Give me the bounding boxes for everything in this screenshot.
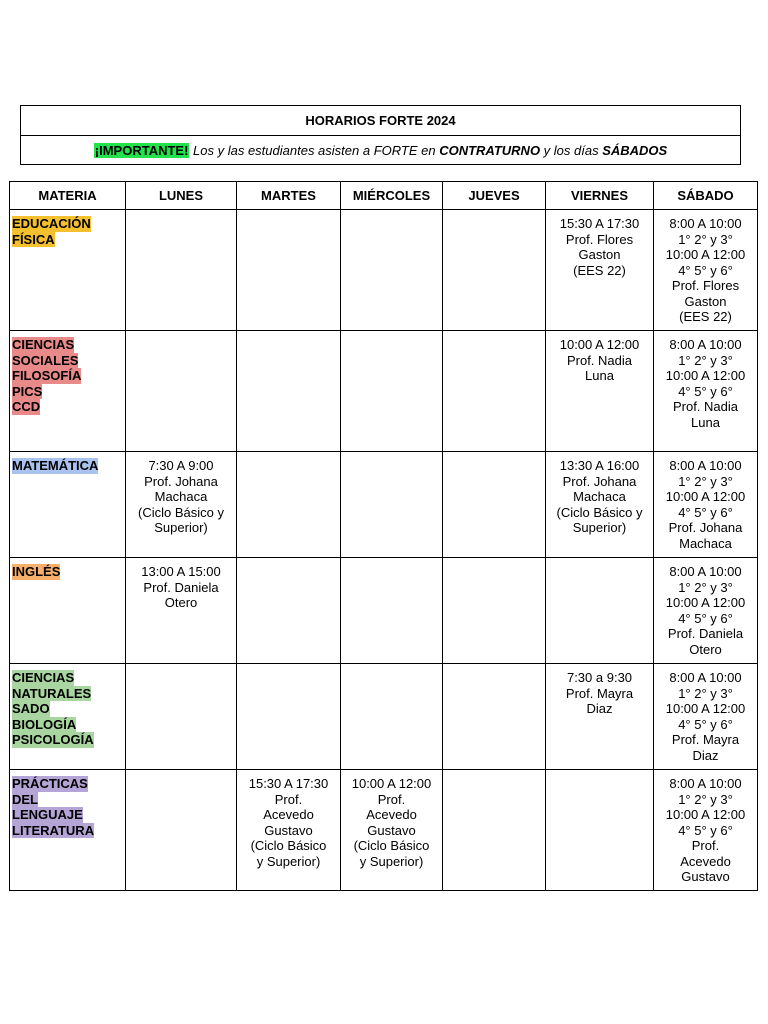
schedule-cell-lunes	[126, 558, 237, 664]
schedule-text: Gustavo	[367, 822, 416, 838]
schedule-cell-sabado	[654, 664, 758, 770]
schedule-text: 13:30 A 16:00	[559, 458, 640, 473]
schedule-text: 4° 5° y 6°	[678, 822, 733, 838]
schedule-text: 8:00 A 10:00	[669, 776, 742, 791]
schedule-cell-miercoles	[341, 331, 443, 452]
column-header-viernes: VIERNES	[546, 182, 654, 210]
schedule-text: 10:00 A 12:00	[665, 595, 746, 610]
schedule-text: Prof. Daniela	[143, 579, 219, 595]
schedule-text: Prof. Nadia	[672, 399, 739, 414]
schedule-text: 4° 5° y 6°	[678, 610, 733, 626]
schedule-text: 8:00 A 10:00	[669, 337, 742, 352]
schedule-text: 10:00 A 12:00	[665, 701, 746, 716]
subject-cell	[10, 770, 126, 891]
schedule-text: Machaca	[679, 535, 732, 551]
subject-label: PRÁCTICAS	[12, 776, 88, 791]
schedule-text: Diaz	[586, 701, 613, 716]
subject-label: PSICOLOGÍA	[12, 732, 94, 747]
schedule-cell-sabado	[654, 770, 758, 891]
table-row	[10, 770, 758, 891]
schedule-text: Machaca	[154, 489, 208, 504]
subject-label: INGLÉS	[12, 564, 61, 579]
schedule-text: Prof. Daniela	[667, 626, 744, 641]
schedule-text: 15:30 A 17:30	[248, 776, 329, 791]
schedule-text: 4° 5° y 6°	[678, 383, 733, 399]
schedule-cell-viernes	[546, 331, 654, 452]
schedule-text: 4° 5° y 6°	[678, 504, 733, 520]
schedule-cell-viernes	[546, 452, 654, 558]
schedule-text: Gustavo	[264, 822, 313, 838]
schedule-text: 10:00 A 12:00	[665, 247, 746, 262]
subject-cell	[10, 664, 126, 770]
column-header-lunes: LUNES	[126, 182, 237, 210]
subject-cell	[10, 331, 126, 452]
note-text-1: Los y las estudiantes asisten a FORTE en	[189, 142, 440, 158]
schedule-text: Luna	[691, 414, 720, 430]
subject-cell	[10, 452, 126, 558]
subject-label: SADO	[12, 701, 50, 716]
schedule-cell-miercoles	[341, 558, 443, 664]
schedule-cell-martes	[237, 664, 341, 770]
column-header-martes: MARTES	[237, 182, 341, 210]
table-row	[10, 210, 758, 331]
schedule-text: 4° 5° y 6°	[678, 716, 733, 732]
schedule-text: Prof. Johana	[144, 473, 218, 489]
schedule-text: 8:00 A 10:00	[669, 564, 742, 579]
schedule-cell-miercoles	[341, 452, 443, 558]
schedule-cell-lunes	[126, 331, 237, 452]
schedule-text: Prof.	[274, 791, 303, 807]
schedule-text: 4° 5° y 6°	[678, 262, 733, 278]
schedule-text: (EES 22)	[573, 262, 626, 278]
schedule-text: Prof. Mayra	[671, 732, 740, 747]
note-text-2: y los días	[540, 142, 603, 158]
schedule-cell-martes	[237, 558, 341, 664]
schedule-cell-lunes	[126, 210, 237, 331]
schedule-text: Machaca	[573, 489, 626, 504]
schedule-cell-viernes	[546, 770, 654, 891]
subject-label: CIENCIAS	[12, 670, 75, 685]
subject-label: LITERATURA	[12, 822, 95, 838]
column-header-jueves: JUEVES	[443, 182, 546, 210]
subject-cell	[10, 210, 126, 331]
schedule-text: (EES 22)	[679, 309, 732, 324]
schedule-cell-miercoles	[341, 210, 443, 331]
schedule-text: Superior)	[154, 520, 208, 535]
schedule-text: 8:00 A 10:00	[669, 670, 742, 685]
schedule-text: Acevedo	[680, 853, 731, 869]
schedule-text: y Superior)	[359, 853, 424, 869]
schedule-text: Otero	[164, 595, 198, 610]
schedule-text: Prof. Johana	[668, 520, 743, 535]
schedule-cell-martes	[237, 331, 341, 452]
schedule-text: 1° 2° y 3°	[678, 791, 733, 807]
schedule-text: Prof.	[377, 791, 406, 807]
schedule-text: Prof. Johana	[562, 473, 637, 489]
subject-label: CCD	[12, 399, 41, 414]
schedule-text: Gustavo	[681, 869, 730, 884]
schedule-text: Prof.	[691, 838, 720, 853]
schedule-text: Acevedo	[366, 807, 417, 822]
subject-label: PICS	[12, 383, 43, 399]
schedule-text: 1° 2° y 3°	[678, 685, 733, 701]
schedule-table	[9, 181, 758, 891]
header-box	[20, 105, 741, 165]
schedule-text: Diaz	[692, 747, 719, 763]
schedule-text: Prof. Nadia	[566, 352, 633, 368]
important-note	[21, 136, 740, 164]
table-row	[10, 664, 758, 770]
table-row	[10, 452, 758, 558]
subject-label: EDUCACIÓN	[12, 216, 91, 231]
schedule-text: 7:30 A 9:00	[148, 458, 214, 473]
schedule-text: (Ciclo Básico y	[138, 504, 224, 520]
schedule-cell-lunes	[126, 664, 237, 770]
subject-label: NATURALES	[12, 685, 92, 701]
schedule-text: Superior)	[572, 520, 627, 535]
schedule-cell-jueves	[443, 664, 546, 770]
schedule-text: Luna	[585, 368, 614, 383]
schedule-cell-sabado	[654, 558, 758, 664]
schedule-text: Gaston	[578, 247, 621, 262]
schedule-cell-sabado	[654, 452, 758, 558]
schedule-cell-jueves	[443, 210, 546, 331]
schedule-text: Otero	[689, 641, 722, 657]
schedule-text: Prof. Flores	[565, 231, 634, 247]
schedule-text: 10:00 A 12:00	[665, 368, 746, 383]
schedule-text: (Ciclo Básico y	[556, 504, 643, 520]
subject-label: CIENCIAS	[12, 337, 75, 352]
schedule-text: 10:00 A 12:00	[559, 337, 640, 352]
schedule-cell-miercoles	[341, 664, 443, 770]
schedule-text: 8:00 A 10:00	[669, 216, 742, 231]
schedule-cell-sabado	[654, 210, 758, 331]
schedule-cell-martes	[237, 770, 341, 891]
note-emphasis-sabados: SÁBADOS	[602, 142, 668, 158]
column-header-sabado: SÁBADO	[654, 182, 758, 210]
schedule-cell-martes	[237, 452, 341, 558]
schedule-cell-viernes	[546, 210, 654, 331]
schedule-text: Prof. Mayra	[565, 685, 634, 701]
table-row	[10, 331, 758, 452]
schedule-cell-jueves	[443, 331, 546, 452]
subject-label: DEL	[12, 791, 38, 807]
schedule-cell-jueves	[443, 558, 546, 664]
schedule-text: (Ciclo Básico	[250, 838, 327, 853]
schedule-text: 10:00 A 12:00	[351, 776, 432, 791]
schedule-text: 7:30 a 9:30	[566, 670, 633, 685]
subject-label: FÍSICA	[12, 231, 55, 247]
schedule-cell-viernes	[546, 664, 654, 770]
subject-label: SOCIALES	[12, 352, 79, 368]
schedule-text: Prof. Flores	[671, 278, 740, 293]
schedule-cell-lunes	[126, 452, 237, 558]
table-row	[10, 558, 758, 664]
schedule-text: 15:30 A 17:30	[559, 216, 640, 231]
subject-label: BIOLOGÍA	[12, 716, 77, 732]
schedule-text: y Superior)	[256, 853, 321, 869]
schedule-text: 1° 2° y 3°	[678, 352, 733, 368]
schedule-cell-jueves	[443, 770, 546, 891]
schedule-text: Acevedo	[263, 807, 314, 822]
schedule-cell-martes	[237, 210, 341, 331]
subject-label: FILOSOFÍA	[12, 368, 82, 383]
schedule-text: 1° 2° y 3°	[678, 231, 733, 247]
subject-label: LENGUAJE	[12, 807, 83, 822]
important-label: ¡IMPORTANTE!	[94, 142, 189, 158]
schedule-text: Gaston	[684, 293, 727, 309]
schedule-text: 13:00 A 15:00	[141, 564, 221, 579]
schedule-cell-jueves	[443, 452, 546, 558]
schedule-text: (Ciclo Básico	[353, 838, 430, 853]
table-header-row	[10, 182, 758, 210]
schedule-text: 8:00 A 10:00	[669, 458, 742, 473]
page-title: HORARIOS FORTE 2024	[21, 106, 740, 136]
schedule-cell-lunes	[126, 770, 237, 891]
schedule-cell-viernes	[546, 558, 654, 664]
schedule-cell-sabado	[654, 331, 758, 452]
schedule-cell-miercoles	[341, 770, 443, 891]
schedule-text: 10:00 A 12:00	[665, 489, 746, 504]
schedule-text: 10:00 A 12:00	[665, 807, 746, 822]
column-header-materia: MATERIA	[10, 182, 126, 210]
column-header-miercoles: MIÉRCOLES	[341, 182, 443, 210]
note-emphasis-contraturno: CONTRATURNO	[439, 142, 541, 158]
schedule-text: 1° 2° y 3°	[678, 579, 733, 595]
subject-label: MATEMÁTICA	[12, 458, 99, 473]
subject-cell	[10, 558, 126, 664]
schedule-text: 1° 2° y 3°	[678, 473, 733, 489]
